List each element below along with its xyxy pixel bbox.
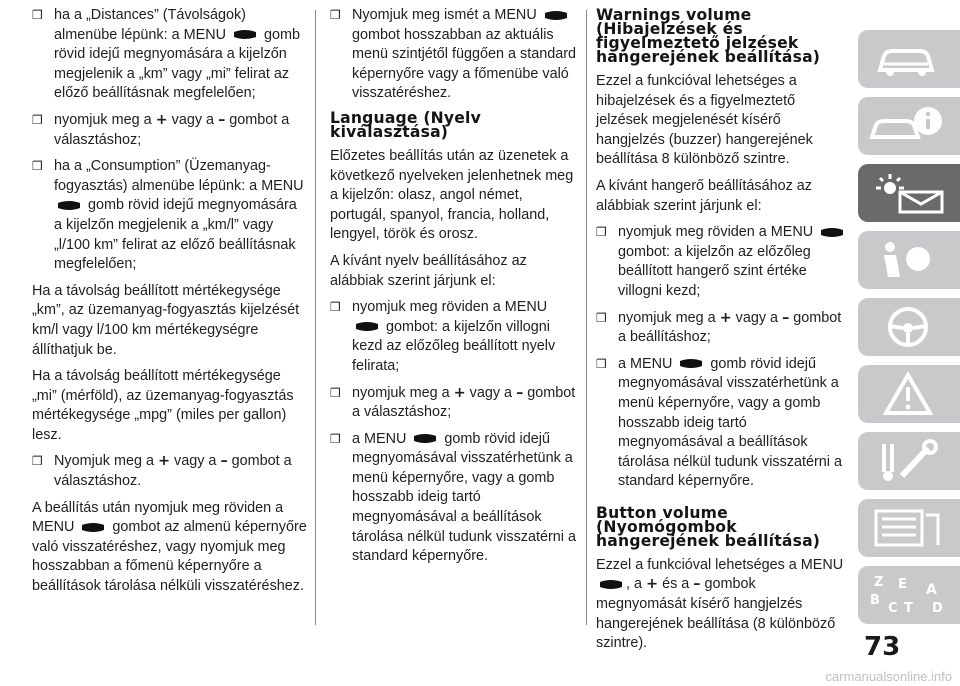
text: Nyomjuk meg ismét a MENU xyxy=(352,7,537,23)
bullet-press-plus-minus xyxy=(596,309,850,348)
menu-button-icon xyxy=(354,321,380,332)
column-3 xyxy=(596,6,850,661)
steering-wheel-icon xyxy=(866,304,950,350)
wrench-icon xyxy=(866,438,950,484)
bullet-consumption xyxy=(32,157,308,275)
index-letter: C xyxy=(888,601,898,616)
text: a MENU xyxy=(618,355,673,372)
bullet-press-menu-short xyxy=(596,223,850,301)
bullet-icon: ❒ xyxy=(32,8,43,22)
heading-language: Language (Nyelv kiválasztása) xyxy=(330,108,481,141)
column-divider xyxy=(315,10,316,625)
bullet-icon: ❒ xyxy=(330,8,341,22)
paragraph-button-volume xyxy=(596,556,850,654)
text: és a xyxy=(662,576,690,593)
minus-symbol: – xyxy=(516,384,524,401)
tab-car-info[interactable] xyxy=(858,30,960,88)
index-letter: D xyxy=(932,601,943,616)
plus-symbol: + xyxy=(646,576,659,593)
bullet-press-menu-short xyxy=(330,298,576,376)
text: vagy a xyxy=(174,453,217,470)
index-letter: B xyxy=(870,593,880,608)
text: Ezzel a funkcióval lehetséges a MENU xyxy=(596,556,844,573)
plus-symbol: + xyxy=(453,384,466,401)
text: vagy a xyxy=(171,111,215,128)
minus-symbol: – xyxy=(220,453,228,470)
bullet-icon: ❒ xyxy=(596,310,607,325)
paragraph-miles: Ha a távolság beállított mértékegysége „mi” (mérföld), az üzemanyag-fogyasztás mértékegysége „mpg” (miles per gallon) lesz. xyxy=(32,368,294,443)
watermark: carmanualsonline.info xyxy=(825,669,952,684)
bullet-press-select xyxy=(32,452,308,491)
index-letter: A xyxy=(926,582,937,598)
text: nyomjuk meg a xyxy=(352,384,450,401)
bullet-icon: ❒ xyxy=(596,225,607,240)
plus-symbol: + xyxy=(155,111,168,128)
tab-maintenance[interactable] xyxy=(858,432,960,490)
text: gombok megnyomását kísérő hangjelzés hangerejének beállítása (8 különböző szintre). xyxy=(596,576,836,652)
tab-driving[interactable] xyxy=(858,298,960,356)
column-divider xyxy=(586,10,587,625)
text: gomb rövid idejű megnyomására a kijelzőn megjelenik a „km/l” vagy „l/100 km” felirat az előző beállításnak megfelelően; xyxy=(54,197,297,273)
text: gombot a választáshoz; xyxy=(54,111,290,148)
menu-button-icon xyxy=(678,358,704,369)
minus-symbol: – xyxy=(693,576,701,593)
index-letter: Z xyxy=(874,575,884,590)
tab-safety[interactable] xyxy=(858,231,960,289)
bullet-icon: ❒ xyxy=(330,300,341,315)
heading-warnings-volume: Warnings volume (Hibajelzések és figyelmeztető jelzések hangerejének beállítása) xyxy=(596,6,821,66)
text: gombot a beállításhoz; xyxy=(618,309,842,346)
text: Nyomjuk meg a xyxy=(54,453,154,470)
menu-button-icon xyxy=(598,579,624,590)
text: a MENU xyxy=(352,430,407,447)
text: ha a „Consumption” (Üzemanyag-fogyasztás) almenübe lépünk: a MENU xyxy=(54,158,304,194)
page-number: 73 xyxy=(864,632,901,662)
bullet-menu-return xyxy=(596,355,850,492)
tab-emergency[interactable] xyxy=(858,365,960,423)
text: nyomjuk meg a xyxy=(618,309,716,326)
index-letter: T xyxy=(904,601,913,616)
heading-button-volume: Button volume (Nyomógombok hangerejének beállítása) xyxy=(596,503,821,550)
menu-button-icon xyxy=(56,200,82,211)
menu-button-icon xyxy=(232,29,258,40)
text: gombot: a kijelzőn villogni kezd az előzőleg beállított nyelv felirata; xyxy=(352,318,556,374)
text: gombot a választáshoz. xyxy=(54,453,292,490)
paragraph-procedure: A kívánt hangerő beállításához az alábbiak szerint járjunk el: xyxy=(596,177,813,214)
text: gomb rövid idejű megnyomására a kijelzőn megjelenik a „km” vagy „mi” felirat az előző beállításnak megfelelően; xyxy=(54,26,300,102)
menu-button-icon xyxy=(80,522,106,533)
paragraph-procedure: A kívánt nyelv beállításához az alábbiak szerint járjunk el: xyxy=(330,252,527,289)
menu-button-icon xyxy=(412,433,438,444)
bullet-press-menu-again xyxy=(330,6,576,104)
tab-technical-data[interactable] xyxy=(858,499,960,557)
bullet-menu-return xyxy=(330,430,576,567)
tab-warning-lights[interactable] xyxy=(858,164,960,222)
alphabet-index-icon xyxy=(866,572,950,618)
column-1 xyxy=(32,6,308,604)
menu-button-icon xyxy=(543,10,569,21)
car-icon xyxy=(866,36,950,82)
text: gombot a választáshoz; xyxy=(352,384,576,421)
car-info-icon xyxy=(866,103,950,149)
column-2 xyxy=(330,6,576,574)
text: gombot az almenü képernyőre való visszatéréshez, vagy nyomjuk meg hosszabban a főmenü képernyőre a beállítások tárolása nélküli visszatéréshez. xyxy=(32,519,307,595)
minus-symbol: – xyxy=(218,111,226,128)
text: , a xyxy=(626,576,642,593)
text: gomb rövid idejű megnyomásával visszatérhetünk a menü képernyőre, vagy a gomb hosszabb ideig tartó megnyomásával a beállítások tárolása nélkül tudunk visszatérni a standard képernyőre. xyxy=(618,355,842,490)
bullet-distances xyxy=(32,6,308,104)
bullet-icon: ❒ xyxy=(32,159,43,174)
paragraph-languages: Előzetes beállítás után az üzenetek a következő nyelveken jelenhetnek meg a kijelzőn: olasz, angol német, portugál, spanyol, francia, holland, lengyel, török és orosz. xyxy=(330,147,574,243)
paragraph-warnings: Ezzel a funkcióval lehetséges a hibajelzések és a figyelmeztető jelzések megjelenését kísérő hangjelzés (buzzer) hangerejének beállítása 8 különböző szintre. xyxy=(596,73,813,168)
bullet-press-plus-minus xyxy=(32,111,308,150)
minus-symbol: – xyxy=(782,309,790,326)
menu-button-icon xyxy=(819,227,845,238)
bullet-icon: ❒ xyxy=(330,385,341,400)
paragraph-after-setting xyxy=(32,499,308,597)
bullet-icon: ❒ xyxy=(330,431,341,446)
airbag-icon xyxy=(866,237,950,283)
paragraph-km: Ha a távolság beállított mértékegysége „km”, az üzemanyag-fogyasztás kijelzését km/l vagy l/100 km mértékegységre állíthatjuk be. xyxy=(32,282,300,358)
warning-light-message-icon xyxy=(866,170,950,216)
tab-info[interactable] xyxy=(858,97,960,155)
text: gombot: a kijelzőn az előzőleg beállított hangerő szint értéke villogni kezd; xyxy=(618,243,811,299)
text: A beállítás után nyomjuk meg röviden a MENU xyxy=(32,499,284,536)
plus-symbol: + xyxy=(157,453,171,470)
plus-symbol: + xyxy=(719,309,732,326)
text: ha a „Distances” (Távolságok) almenübe lépünk: a MENU xyxy=(54,7,246,43)
tab-index[interactable] xyxy=(858,566,960,624)
text: nyomjuk meg a xyxy=(54,111,152,128)
bullet-icon: ❒ xyxy=(32,112,43,127)
bullet-press-plus-minus xyxy=(330,384,576,423)
text: vagy a xyxy=(469,384,513,401)
text: gombot hosszabban az aktuális menü szintjétől függően a standard képernyőre vagy a főmenübe való visszatéréshez. xyxy=(352,26,577,102)
index-letter: E xyxy=(898,577,907,592)
text: nyomjuk meg röviden a MENU xyxy=(618,224,814,241)
text: vagy a xyxy=(735,309,779,326)
warning-triangle-icon xyxy=(866,371,950,417)
bullet-icon: ❒ xyxy=(32,454,43,469)
text: gomb rövid idejű megnyomásával visszatérhetünk a menü képernyőre, vagy a gomb hosszabb ideig tartó megnyomásával a beállítások tárolása nélkül tudunk visszatérni a standard képernyőre. xyxy=(352,430,576,565)
bullet-icon: ❒ xyxy=(596,356,607,371)
chapter-tabs xyxy=(858,30,960,633)
text: nyomjuk meg röviden a MENU xyxy=(352,299,548,316)
technical-data-icon xyxy=(866,505,950,551)
